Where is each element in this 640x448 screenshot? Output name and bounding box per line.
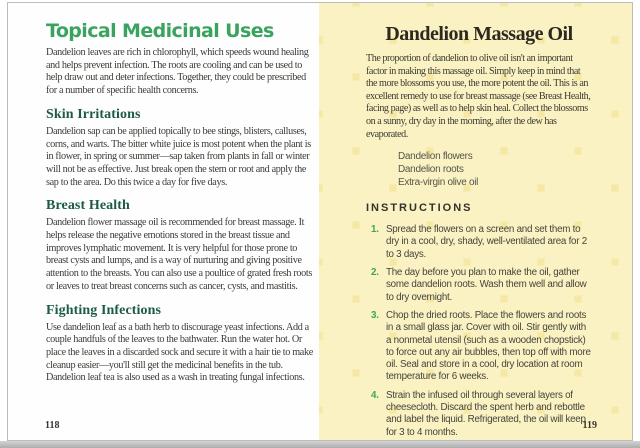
ingredient-item: Dandelion roots: [398, 164, 464, 176]
instruction-steps: [366, 224, 592, 439]
right-page: [319, 3, 632, 440]
step-text: Chop the dried roots. Place the flowers and roots in a small glass jar. Cover with oil. Stir gently with a nonmetal utensil (such as a wooden chopstick) to force out any air bubbles, then top off with more oil. Seal and store in a cool, dry location at room temperature for 6 weeks.: [386, 309, 591, 383]
step-text: Strain the infused oil through several layers of cheesecloth. Discard the spent herb and rebottle and label the liquid. Refrigerated, the oil will keep for 3 to 4 months.: [386, 389, 586, 438]
instruction-step: [366, 224, 592, 261]
section-heading-skin-irritations: Skin Irritations: [46, 106, 141, 122]
step-text: Spread the flowers on a screen and set them to dry in a cool, dry, shady, well-ventilated area for 2 to 3 days.: [386, 224, 587, 260]
page-number-right: 119: [582, 420, 597, 431]
left-intro-paragraph: Dandelion leaves are rich in chlorophyll, which speeds wound healing and helps prevent infection. The roots are cooling and can be used to help draw out and deter infections. Together, they could be prescribed for a number of specific health concerns.: [46, 47, 309, 97]
page-number-left: 118: [45, 420, 60, 431]
ingredient-item: Dandelion flowers: [398, 151, 473, 163]
instruction-step: [366, 267, 592, 304]
page-bottom-edge-shadow: [0, 441, 640, 448]
section-heading-fighting-infections: Fighting Infections: [46, 302, 162, 318]
step-number: 1.: [371, 224, 379, 236]
instructions-heading: INSTRUCTIONS: [366, 202, 473, 215]
left-page-title: Topical Medicinal Uses: [46, 20, 274, 42]
step-number: 4.: [371, 389, 379, 401]
ingredient-item: Extra-virgin olive oil: [398, 177, 479, 189]
section-body-fighting-infections: Use dandelion leaf as a bath herb to discourage yeast infections. Add a couple handfuls of the leaves to the bathwater. Run the water hot. Or place the leaves in a discarded sock and secure it with a hair tie to make cleanup easier—you'll still get the medicinal benefits in the tub. Dandelion leaf tea is also used as a wash in treating fungal infections.: [46, 321, 313, 384]
recipe-title: Dandelion Massage Oil: [385, 23, 573, 45]
book-spread: [7, 2, 633, 441]
instruction-step: [366, 390, 592, 439]
left-page: [8, 3, 319, 440]
section-body-skin-irritations: Dandelion sap can be applied topically to bee stings, blisters, calluses, corns, and warts. The bitter white juice is most potent when the plant is in flower, in spring or summer—sap taken from plants in fall or winter will not be as effective. Just break open the stem or root and apply the sap to the area. Do this twice a day for five days.: [46, 125, 311, 188]
instruction-step: [366, 310, 592, 384]
section-body-breast-health: Dandelion flower massage oil is recommended for breast massage. It helps release the negative emotions stored in the breast tissue and improves lymphatic movement. It is very helpful for those prone to breast cysts and lumps, and is a way of nurturing and giving positive attention to the breasts. You can also use a poultice of grated fresh roots or leaves to treat breast concerns such as cancer, cysts, and mastitis.: [46, 217, 313, 292]
step-number: 3.: [371, 309, 379, 321]
ingredient-list: [398, 150, 592, 189]
section-heading-breast-health: Breast Health: [46, 198, 130, 214]
step-number: 2.: [371, 267, 379, 279]
recipe-intro-paragraph: The proportion of dandelion to olive oil isn't an important factor in making this massage oil. Simply keep in mind that the more blossoms you use, the more potent the oil. This is an excellent remedy to use for breast massage (see Breast Health, facing page) as well as to help skin heal. Collect the blossoms on a sunny, dry day in the morning, after the dew has evaporated.: [366, 53, 591, 140]
step-text: The day before you plan to make the oil, gather some dandelion roots. Wash them well and allow to dry overnight.: [386, 267, 587, 303]
